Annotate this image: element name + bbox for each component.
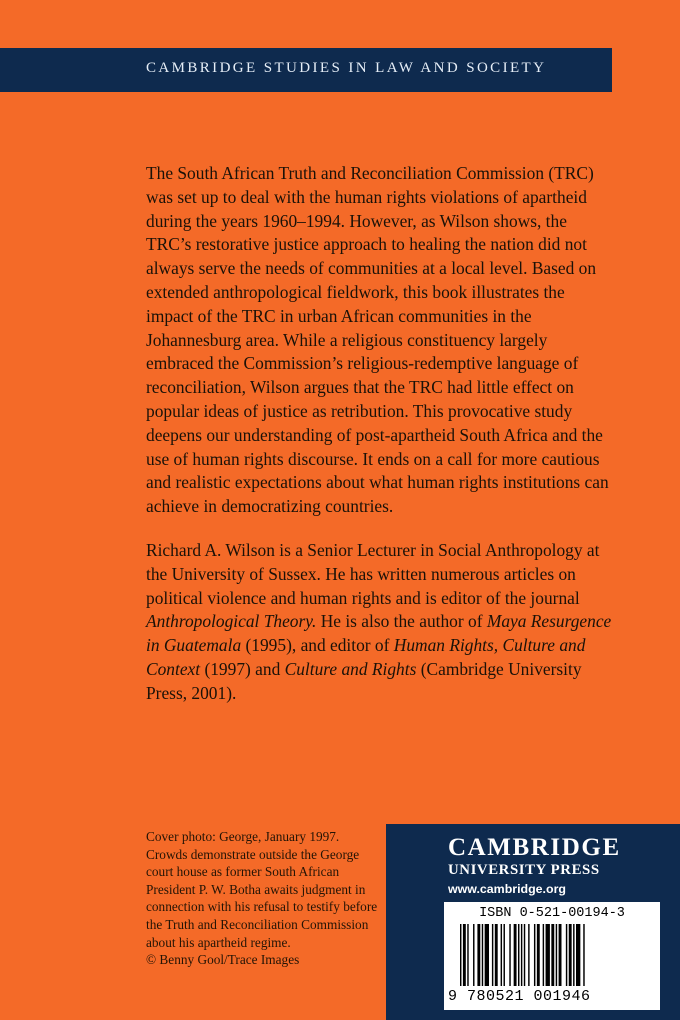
barcode-bar [477,924,480,986]
barcode-bar [473,924,474,986]
barcode-panel [444,902,660,1010]
publisher-block [386,824,680,1020]
book-description [146,162,616,706]
cover-photo-caption [146,828,378,969]
barcode-bar [528,924,529,986]
photo-credit: © Benny Gool/Trace Images [146,952,300,968]
series-title: CAMBRIDGE STUDIES IN LAW AND SOCIETY [146,60,547,76]
barcode-bar [583,924,584,986]
bio-text: He is also the author of [316,611,487,632]
barcode-icon [458,924,646,988]
series-banner [0,48,612,92]
book-title: Maya Resurgence in Guatemala [146,611,612,656]
bio-text: Richard A. Wilson is a Senior Lecturer in Social Anthropology at the University of Sussex. He has written numerous articles on political violence and human rights and is editor of the journal [146,539,600,608]
barcode-bar [460,924,461,986]
barcode-bar [482,924,483,986]
barcode-bar [467,924,468,986]
barcode-bar [546,924,550,986]
publisher-name: CAMBRIDGE [448,834,621,861]
caption-text: Cover photo: George, January 1997. Crowds demonstrate outside the George court house as former South African President P. W. Botha awaits judgment in connection with his refusal to testify before the Truth and Reconciliation Commission about his apartheid regime. [146,829,378,950]
barcode-bar [551,924,554,986]
barcode-bar [492,924,493,986]
barcode-bar [573,924,574,986]
description-paragraph: The South African Truth and Reconciliation Commission (TRC) was set up to deal with the human rights violations of apartheid during the years 1960–1994. However, as Wilson shows, the TRC’s restorative justice approach to healing the nation did not always serve the needs of communities at a local level. Based on extended anthropological fieldwork, this book illustrates the impact of the TRC in urban African communities in the Johannesburg area. While a religious constituency largely embraced the Commission’s religious-redemptive language of reconciliation, Wilson argues that the TRC had little effect on popular ideas of justice as retribution. This provocative study deepens our understanding of post-apartheid South Africa and the use of human rights discourse. It ends on a call for more cautious and realistic expectations about what human rights institutions can achieve in democratizing countries. [146,163,609,517]
ean-digits: 9 780521 001946 [448,988,591,1005]
barcode-bar [559,924,562,986]
book-title: Human Rights, Culture and Context [146,635,586,679]
barcode-bar [576,924,580,986]
barcode-bar [509,924,510,986]
barcode-bar [501,924,502,986]
barcode-bar [537,924,540,986]
barcode-bar [514,924,517,986]
bio-text: (Cambridge University Press, 2001). [146,658,582,703]
barcode-bar [569,924,572,986]
barcode-bar [524,924,525,986]
publisher-subname: UNIVERSITY PRESS [448,862,600,878]
bio-text: (1995), and editor of [241,635,394,656]
barcode-bar [495,924,498,986]
bio-text: (1997) and [200,658,285,679]
publisher-url[interactable]: www.cambridge.org [448,882,566,896]
author-bio-paragraph [146,539,616,706]
barcode-bar [534,924,535,986]
barcode-bar [521,924,522,986]
isbn-label: ISBN 0-521-00194-3 [479,906,625,921]
barcode-bar [518,924,519,986]
barcode-bar [463,924,466,986]
book-title: Culture and Rights [284,658,417,679]
barcode-bar [566,924,567,986]
barcode-bar [504,924,505,986]
barcode-bar [485,924,489,986]
barcode-bar [556,924,557,986]
journal-title: Anthropological Theory. [146,611,317,632]
barcode-bar [543,924,544,986]
